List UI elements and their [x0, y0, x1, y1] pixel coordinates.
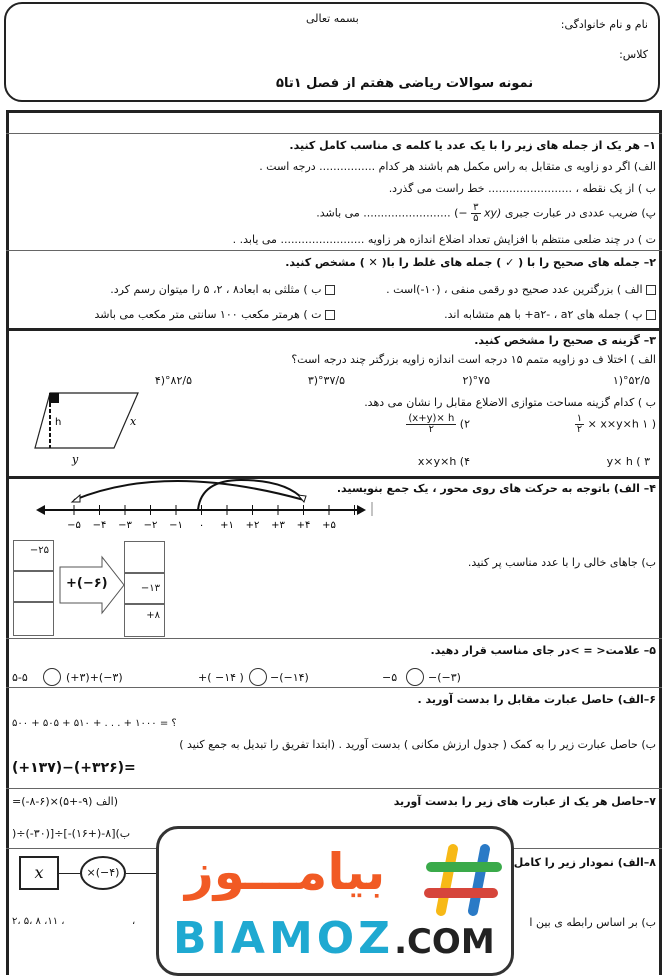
diagram-operation-circle: ×(−۴)	[80, 856, 126, 890]
number-line-tick-label: +۳	[271, 520, 285, 531]
hash-bar-yellow	[441, 849, 453, 911]
q3-a-option-4[interactable]: ۴)°۸۲/۵	[154, 374, 192, 387]
divider	[6, 250, 662, 251]
q3-a-option-1[interactable]: ۱)°۵۲/۵	[612, 374, 650, 387]
label-y: y	[72, 453, 79, 466]
q5-item-3-right: −(−۳)	[428, 671, 461, 684]
q6-b-expression: (+۱۳۷)−(+۳۲۶)=	[12, 760, 136, 776]
q3-a-option-3[interactable]: ۳)°۳۷/۵	[307, 374, 345, 387]
left-cell-3[interactable]	[13, 602, 54, 636]
q6-title-a: ۶–الف) حاصل عبارت مقابل را بدست آورید .	[417, 693, 656, 706]
q1-c-denominator: ۵	[473, 213, 479, 224]
diagram-connector	[59, 873, 80, 874]
q1-c-suffix: ......................... می باشد.	[316, 206, 451, 220]
number-line-tick-label: ۰	[198, 520, 205, 531]
q3-b2-fraction	[406, 414, 456, 435]
q2-c-text: پ ) جمله های a۲- ، a۲+ با هم متشابه اند.	[444, 308, 643, 321]
q3-b-option-4[interactable]: x×y×h (۴	[417, 455, 470, 468]
right-cell-1[interactable]	[124, 541, 165, 573]
q5-item-1-right: (+۳)+(−۳)	[66, 671, 123, 684]
q5-item-1-left: ۵-۵	[12, 671, 28, 684]
exam-title: نمونه سوالات ریاضی هفتم از فصل ۱تا۵	[276, 76, 534, 91]
label-x: x	[130, 415, 137, 428]
q1-c-variable: xy)	[484, 206, 502, 220]
q2-item-a[interactable]	[386, 283, 656, 297]
number-line-tick-label: +۲	[245, 520, 260, 531]
q4-title-a: ۴– الف) باتوجه به حرکت های روی محور ، یک جمع بنویسید.	[336, 482, 656, 495]
q2-item-c[interactable]	[444, 308, 656, 322]
label-h: h	[55, 417, 62, 428]
divider	[6, 328, 662, 331]
number-line-tick-label: −۵	[67, 520, 81, 531]
parallelogram-figure	[20, 385, 160, 475]
divider	[6, 687, 662, 688]
q3-b2-numerator: (x+y)× h	[408, 413, 455, 424]
hash-bar-blue	[473, 849, 485, 911]
q5-title: ۵– علامت< = >در جای مناسب قرار دهید.	[430, 644, 656, 657]
right-angle-marker	[49, 393, 59, 403]
q3-b1-label: ۱ )	[642, 417, 656, 431]
q2-b-text: ب ) مثلثی به ابعاد۸ ، ۲، ۵ را میتوان رسم کرد.	[110, 283, 322, 296]
q1-item-d: ت ) در چند ضلعی منتظم با افزایش تعداد اضلاع اندازه هر زاویه ........................ می یابد. .	[232, 233, 656, 246]
bismillah: بسمه تعالی	[306, 12, 359, 25]
q2-d-checkbox[interactable]	[325, 310, 335, 320]
watermark-persian-text: بیامـــوز	[185, 843, 386, 901]
q3-b1-denominator: ۲	[576, 424, 583, 435]
q2-d-text: ت ) هرمتر مکعب ۱۰۰ سانتی متر مکعب می باشد	[94, 308, 322, 321]
q5-item-2-left: +( −۱۴ )	[198, 671, 244, 684]
divider	[6, 638, 662, 639]
q8-title-a: ۸–الف) نمودار زیر را کامل	[513, 856, 656, 869]
q3-b1-fraction	[575, 414, 584, 435]
q2-a-text: الف ) بزرگترین عدد صحیح دو رقمی منفی ، (۱۰-)است .	[386, 283, 643, 296]
q5-item-3-left: −۵	[382, 671, 398, 684]
q3-b-option-1[interactable]	[575, 414, 656, 435]
left-cell-2[interactable]	[13, 571, 54, 602]
q1-c-prefix: پ) ضریب عددی در عبارت جبری	[504, 206, 656, 220]
q1-item-c	[316, 203, 656, 224]
q6-title-b: ب) حاصل عبارت زیر را به کمک ( جدول ارزش مکانی ) بدست آورید . (ابتدا تفریق را تبدیل به جمع کنید )	[179, 738, 656, 751]
number-line-tick-label: −۳	[118, 520, 132, 531]
q4-title-b: ب) جاهای خالی را با عدد مناسب پر کنید.	[467, 556, 656, 569]
q1-c-fraction	[471, 203, 480, 224]
q3-b2-label: (۲	[459, 417, 470, 431]
q3-b2-denominator: ۲	[428, 424, 435, 435]
q3-b-option-3[interactable]: y× h ( ۳	[606, 455, 650, 468]
left-arrowhead-icon	[36, 505, 45, 515]
q3-b1-numerator: ۱	[576, 413, 583, 424]
jump-arc-long	[74, 481, 304, 500]
q8-b-sequence-tail: ،	[132, 916, 136, 927]
q1-item-a: الف) اگر دو زاویه ی متقابل به راس مکمل هم باشند هر کدام ................ درجه است .	[259, 160, 656, 173]
class-label: کلاس:	[619, 48, 648, 61]
q2-b-checkbox[interactable]	[325, 285, 335, 295]
right-cell-2[interactable]: −۱۳	[124, 573, 165, 604]
q7-title: ۷–حاصل هر یک از عبارت های زیر را بدست آورید	[393, 795, 656, 808]
q3-a-option-2[interactable]: ۲)°۷۵	[462, 374, 490, 387]
q2-item-b[interactable]	[110, 283, 335, 297]
operation-label: +(−۶)	[66, 576, 108, 591]
q5-item-2-circle[interactable]	[249, 668, 267, 686]
q7-a-expression: (الف (۹-+۵)×(۶-۸-)=	[12, 795, 119, 808]
number-line-tick-label: −۱	[169, 520, 183, 531]
diagram-input-box: x	[19, 856, 59, 890]
divider	[6, 133, 662, 134]
q1-item-b: ب ) از یک نقطه ، ........................ خط راست می گذرد.	[388, 182, 656, 195]
q7-b-expression: ب)[۸-(+۱۶)-]÷[(۳۰-)÷(	[12, 827, 131, 840]
divider	[6, 788, 662, 789]
number-line-tick-label: +۱	[220, 520, 234, 531]
diagram-connector	[126, 873, 160, 874]
watermark-brand: BIAMOZ	[173, 913, 395, 964]
number-line	[36, 478, 376, 533]
q3-question-b: ب ) کدام گزینه مساحت متوازی الاضلاع مقابل را نشان می دهد.	[364, 396, 656, 409]
q1-c-open: (−	[454, 206, 468, 220]
q1-c-expression	[454, 203, 501, 224]
q8-title-b: ب) بر اساس رابطه ی بین ا	[529, 916, 656, 929]
left-cell-1[interactable]: −۲۵	[13, 540, 54, 571]
q3-b1-expression: × x×y×h	[587, 417, 639, 431]
right-cell-3[interactable]: +۸	[124, 604, 165, 637]
q1-c-numerator: ۳	[473, 202, 479, 213]
q5-item-2-right: −(−۱۴)	[270, 671, 309, 684]
number-line-tick-label: −۲	[143, 520, 158, 531]
watermark-domain-suffix: .COM	[394, 922, 495, 962]
watermark-latin-text	[173, 913, 495, 968]
q1-title: ۱– هر یک از جمله های زیر را با یک عدد یا کلمه ی مناسب کامل کنید.	[289, 139, 656, 152]
q3-question-a: الف ) اختلا ف دو زاویه متمم ۱۵ درجه است اندازه زاویه بزرگتر چند درجه است؟	[291, 353, 656, 366]
number-line-tick-label: +۵	[322, 520, 336, 531]
hashtag-logo-icon	[423, 843, 503, 917]
q3-b-option-2[interactable]	[406, 414, 470, 435]
q8-b-sequence: ۲، ۵، ۸ ،۱۱ ،	[12, 916, 65, 927]
q2-c-checkbox[interactable]	[646, 310, 656, 320]
q3-title: ۳– گزینه ی صحیح را مشخص کنید.	[474, 334, 656, 347]
q2-title: ۲– جمله های صحیح را با ( ✓ ) جمله های غلط را با( ✕ ) مشخص کنید.	[285, 256, 656, 269]
q5-item-1-circle[interactable]	[43, 668, 61, 686]
right-arrowhead-icon	[357, 505, 366, 515]
q6-a-expression: ۵۰۰ + ۵۰۵ + ۵۱۰ + . . . + ۱۰۰۰ = ؟	[12, 718, 177, 729]
number-line-tick-label: −۴	[92, 520, 107, 531]
arc-arrow-icon	[72, 495, 80, 502]
q2-a-checkbox[interactable]	[646, 285, 656, 295]
biamoz-watermark	[156, 826, 514, 976]
name-label: نام و نام خانوادگی:	[560, 18, 648, 31]
q5-item-3-circle[interactable]	[406, 668, 424, 686]
q2-item-d[interactable]	[94, 308, 335, 322]
exam-header	[4, 2, 660, 102]
number-line-tick-label: +۴	[296, 520, 311, 531]
